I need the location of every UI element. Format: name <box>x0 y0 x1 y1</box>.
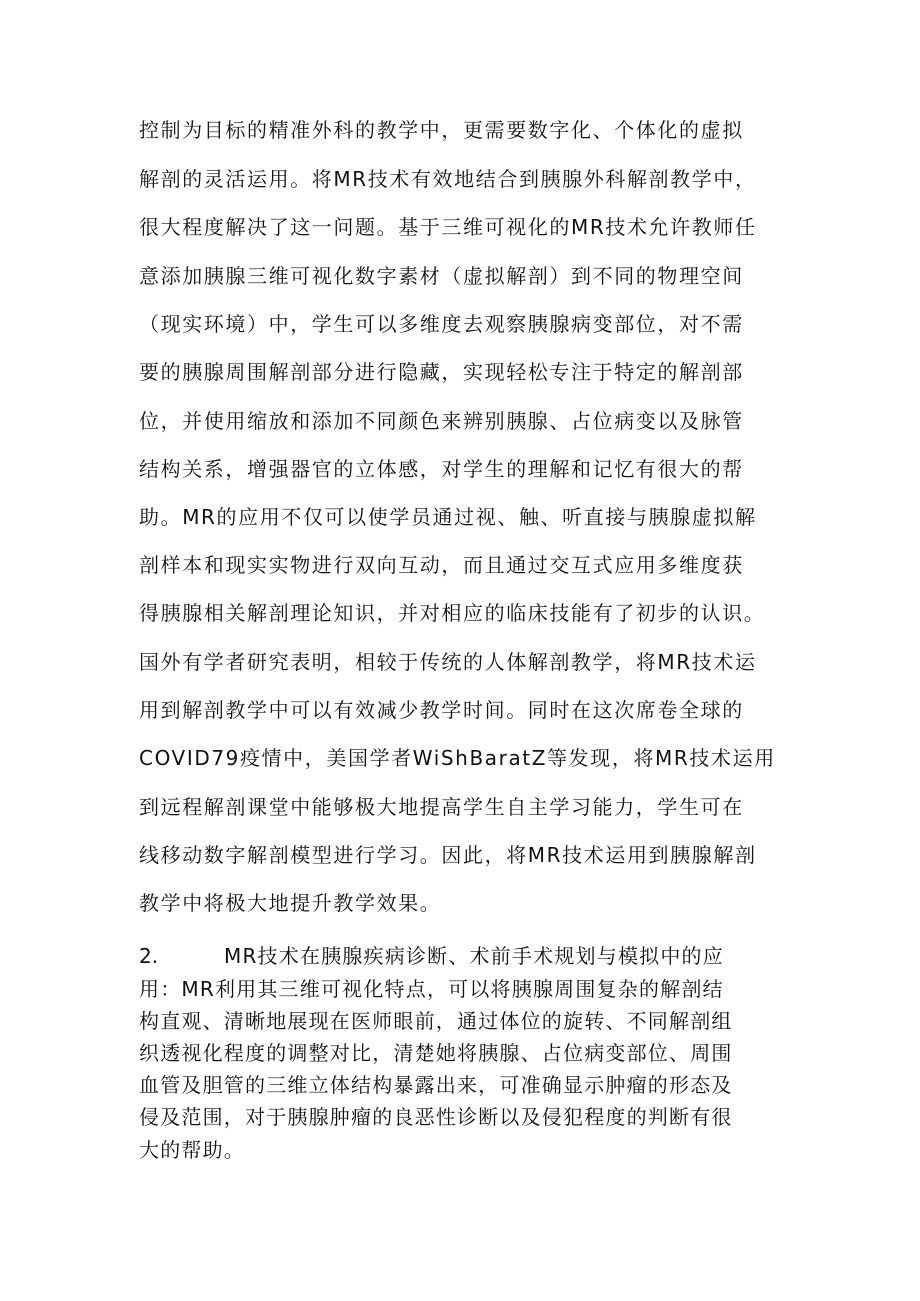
paragraph-line: 解剖的灵活运用。将MR技术有效地结合到胰腺外科解剖教学中， <box>139 167 757 191</box>
list-item-line: 用：MR利用其三维可视化特点，可以将胰腺周围复杂的解剖结 <box>139 977 724 1001</box>
list-item-line: 血管及胆管的三维立体结构暴露出来，可准确显示肿瘤的形态及 <box>139 1073 733 1097</box>
paragraph-line: 到远程解剖课堂中能够极大地提高学生自主学习能力，学生可在 <box>139 795 744 819</box>
paragraph-line: 用到解剖教学中可以有效减少教学时间。同时在这次席卷全球的 <box>139 698 744 722</box>
paragraph-line: 很大程度解决了这一问题。基于三维可视化的MR技术允许教师任 <box>139 215 757 239</box>
list-item-line: 大的帮助。 <box>139 1138 245 1162</box>
paragraph-line: 助。MR的应用不仅可以使学员通过视、触、听直接与胰腺虚拟解 <box>139 505 757 529</box>
list-item-line: 织透视化程度的调整对比，清楚她将胰腺、占位病变部位、周围 <box>139 1041 733 1065</box>
paragraph-line: 教学中将极大地提升教学效果。 <box>139 891 442 915</box>
list-item-number: 2. <box>139 944 159 968</box>
list-item-line: 侵及范围，对于胰腺肿瘤的良恶性诊断以及侵犯程度的判断有很 <box>139 1105 733 1129</box>
paragraph-line: 意添加胰腺三维可视化数字素材（虚拟解剖）到不同的物理空间 <box>139 264 744 288</box>
paragraph-line: 位，并使用缩放和添加不同颜色来辨别胰腺、占位病变以及脉管 <box>139 409 744 433</box>
paragraph-line: 国外有学者研究表明，相较于传统的人体解剖教学，将MR技术运 <box>139 650 757 674</box>
paragraph-line: 要的胰腺周围解剖部分进行隐藏，实现轻松专注于特定的解剖部 <box>139 360 744 384</box>
paragraph-line: COVID79疫情中，美国学者WiShBaratZ等发现，将MR技术运用 <box>139 746 776 770</box>
list-item-line: 构直观、清晰地展现在医师眼前，通过体位的旋转、不同解剖组 <box>139 1009 733 1033</box>
paragraph-line: 控制为目标的精准外科的教学中，更需要数字化、个体化的虚拟 <box>139 118 744 142</box>
paragraph-line: 结构关系，增强器官的立体感，对学生的理解和记忆有很大的帮 <box>139 457 744 481</box>
paragraph-line: 剖样本和现实实物进行双向互动，而且通过交互式应用多维度获 <box>139 553 744 577</box>
list-item-line: MR技术在胰腺疾病诊断、术前手术规划与模拟中的应 <box>224 944 724 968</box>
paragraph-line: 得胰腺相关解剖理论知识，并对相应的临床技能有了初步的认识。 <box>139 601 766 625</box>
paragraph-line: （现实环境）中，学生可以多维度去观察胰腺病变部位，对不需 <box>139 312 744 336</box>
paragraph-line: 线移动数字解剖模型进行学习。因此，将MR技术运用到胰腺解剖 <box>139 843 757 867</box>
